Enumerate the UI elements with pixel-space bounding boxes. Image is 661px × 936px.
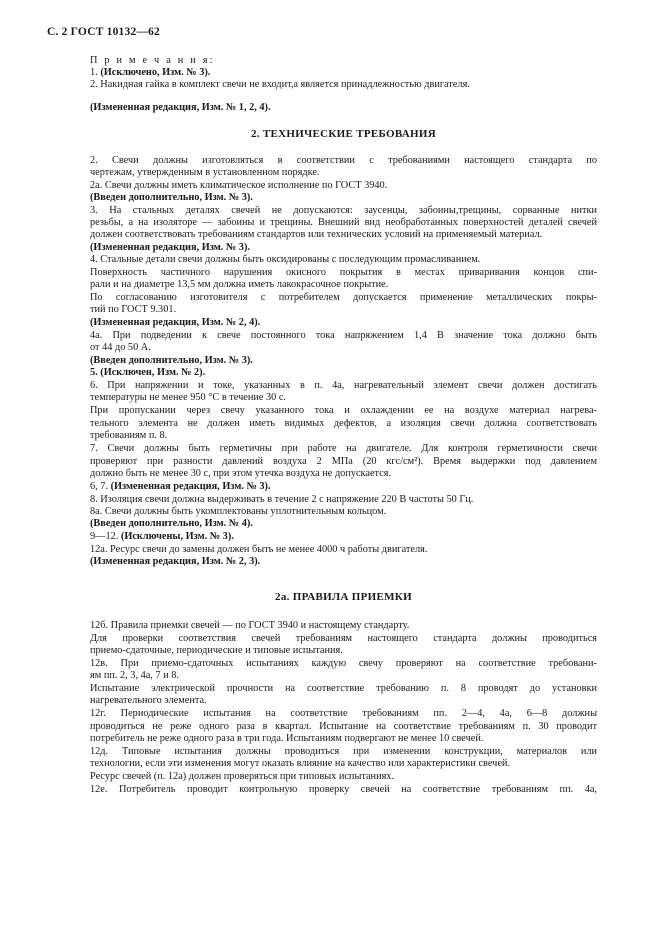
para-6-line-1: 6. При напряжении и токе, указанных в п. 4а, нагревательный элемент свечи должен достигать: [90, 380, 597, 391]
para-2a-revision: (Введен дополнительно, Изм. № 3).: [90, 192, 253, 203]
para-5: 5. (Исключен, Изм. № 2).: [90, 367, 206, 378]
para-3-revision: (Измененная редакция, Изм. № 3).: [90, 242, 250, 253]
para-4-line-1: 4. Стальные детали свечи должны быть оксидированы с последующим промасливанием.: [90, 254, 481, 265]
para-4-line-4: По согласованию изготовителя с потребителем допускается применение металлических покры-: [90, 292, 597, 303]
para-2-line-1: 2. Свечи должны изготовляться в соответствии с требованиями настоящего стандарта по: [90, 155, 597, 166]
para-2-line-2: чертежам, утвержденным в установленном порядке.: [90, 167, 320, 178]
para-8a-revision: (Введен дополнительно, Изм. № 4).: [90, 518, 253, 529]
para-12d-2: Ресурс свечей (п. 12а) должен проверяться при типовых испытаниях.: [90, 771, 395, 782]
page-header: С. 2 ГОСТ 10132—62: [47, 26, 160, 38]
notes-title: П р и м е ч а н и я:: [90, 55, 215, 66]
para-3-line-1: 3. На стальных деталях свечей не допускаются: заусенцы, забоины,трещины, сорванные нитки: [90, 205, 597, 216]
para-6-line-2: температуры не менее 950 °С в течение 30 с.: [90, 392, 286, 403]
para-3-line-2: резьбы, а на изоляторе — забоины и трещины. Внешний вид необработанных поверхностей деталей свечей: [90, 217, 597, 228]
para-6-line-3: При пропускании через свечу указанного тока и охлаждении ее на воздухе материал нагрева-: [90, 405, 597, 416]
para-12e: 12е. Потребитель проводит контрольную проверку свечей на соответствие требованиям пп. 4а,: [90, 784, 597, 795]
para-6-line-4: тельного элемента не должен иметь видимых дефектов, а изоляция свечи должна соответствовать: [90, 418, 597, 429]
para-12d-line-1: 12д. Типовые испытания должны проводиться при изменении конструкции, материалов или: [90, 746, 597, 757]
para-12g-line-1: 12г. Периодические испытания на соответствие требованиям пп. 2—4, 4а, 6—8 должны: [90, 708, 597, 719]
para-8: 8. Изоляция свечи должна выдерживать в течение 2 с напряжение 220 В частоты 50 Гц.: [90, 494, 474, 505]
note-2: 2. Накидная гайка в комплект свечи не входит,а является принадлежностью двигателя.: [90, 79, 470, 90]
para-2a: 2а. Свечи должны иметь климатическое исполнение по ГОСТ 3940.: [90, 180, 388, 191]
para-4-line-5: тий по ГОСТ 9.301.: [90, 304, 177, 315]
para-4-line-3: рали и на диаметре 13,5 мм должна иметь лакокрасочное покрытие.: [90, 279, 389, 290]
section-2a-title: 2а. ПРАВИЛА ПРИЕМКИ: [275, 591, 412, 603]
para-7-line-3: должно быть не менее 30 с, при этом утечка воздуха не допускается.: [90, 468, 392, 479]
para-12v-line-1: 12в. При приемо-сдаточных испытаниях каждую свечу проверяют на соответствие требовани-: [90, 658, 597, 669]
para-4-line-2: Поверхность частичного нарушения окисного покрытия в местах приваривания концов спи-: [90, 267, 597, 278]
para-7-line-2: проверяют при разности давлений воздуха 2 МПа (20 кгс/см²). Время выдержки под давлением: [90, 456, 597, 467]
note-1: 1. (Исключено, Изм. № 3).: [90, 67, 211, 78]
section-2-title: 2. ТЕХНИЧЕСКИЕ ТРЕБОВАНИЯ: [251, 128, 436, 140]
para-12b: 12б. Правила приемки свечей — по ГОСТ 3940 и настоящему стандарту.: [90, 620, 410, 631]
para-12v-line-2: ям пп. 2, 3, 4а, 7 и 8.: [90, 670, 179, 681]
para-4a-line-1: 4а. При подведении к свече постоянного тока напряжением 1,4 В значение тока должно быть: [90, 330, 597, 341]
para-12g-line-2: проводиться не реже одного раза в квартал. Испытание на соответствие требованиям п. 30 проводит: [90, 721, 597, 732]
revision-note-top: (Измененная редакция, Изм. № 1, 2, 4).: [90, 102, 271, 113]
para-4a-line-2: от 44 до 50 А.: [90, 342, 151, 353]
para-12b-2-line-1: Для проверки соответствия свечей требованиям настоящего стандарта должны проводиться: [90, 633, 597, 644]
para-6-7-revision: 6, 7. (Измененная редакция, Изм. № 3).: [90, 481, 271, 492]
para-4a-revision: (Введен дополнительно, Изм. № 3).: [90, 355, 253, 366]
para-12a: 12а. Ресурс свечи до замены должен быть не менее 4000 ч работы двигателя.: [90, 544, 428, 555]
para-8a: 8а. Свечи должны быть укомплектованы уплотнительным кольцом.: [90, 506, 387, 517]
para-12v-2-line-1: Испытание электрической прочности на соответствие требованию п. 8 проводят до установки: [90, 683, 597, 694]
para-4-revision: (Измененная редакция, Изм. № 2, 4).: [90, 317, 261, 328]
para-3-line-3: должен соответствовать требованиям стандартов или технических условий на применяемый материал.: [90, 229, 543, 240]
para-12v-2-line-2: нагревательного элемента.: [90, 695, 207, 706]
para-12d-line-2: технологии, если эти изменения могут оказать влияние на качество или характеристики свечей.: [90, 758, 510, 769]
para-12a-revision: (Измененная редакция, Изм. № 2, 3).: [90, 556, 261, 567]
para-9-12: 9—12. (Исключены, Изм. № 3).: [90, 531, 234, 542]
para-7-line-1: 7. Свечи должны быть герметичны при работе на двигателе. Для контроля герметичности свечи: [90, 443, 597, 454]
para-12g-line-3: потребитель не реже одного раза в три года. Испытаниям подвергают не менее 10 свечей.: [90, 733, 484, 744]
para-12b-2-line-2: приемо-сдаточные, периодические и типовые испытания.: [90, 645, 343, 656]
para-6-line-5: требованиям п. 8.: [90, 430, 168, 441]
